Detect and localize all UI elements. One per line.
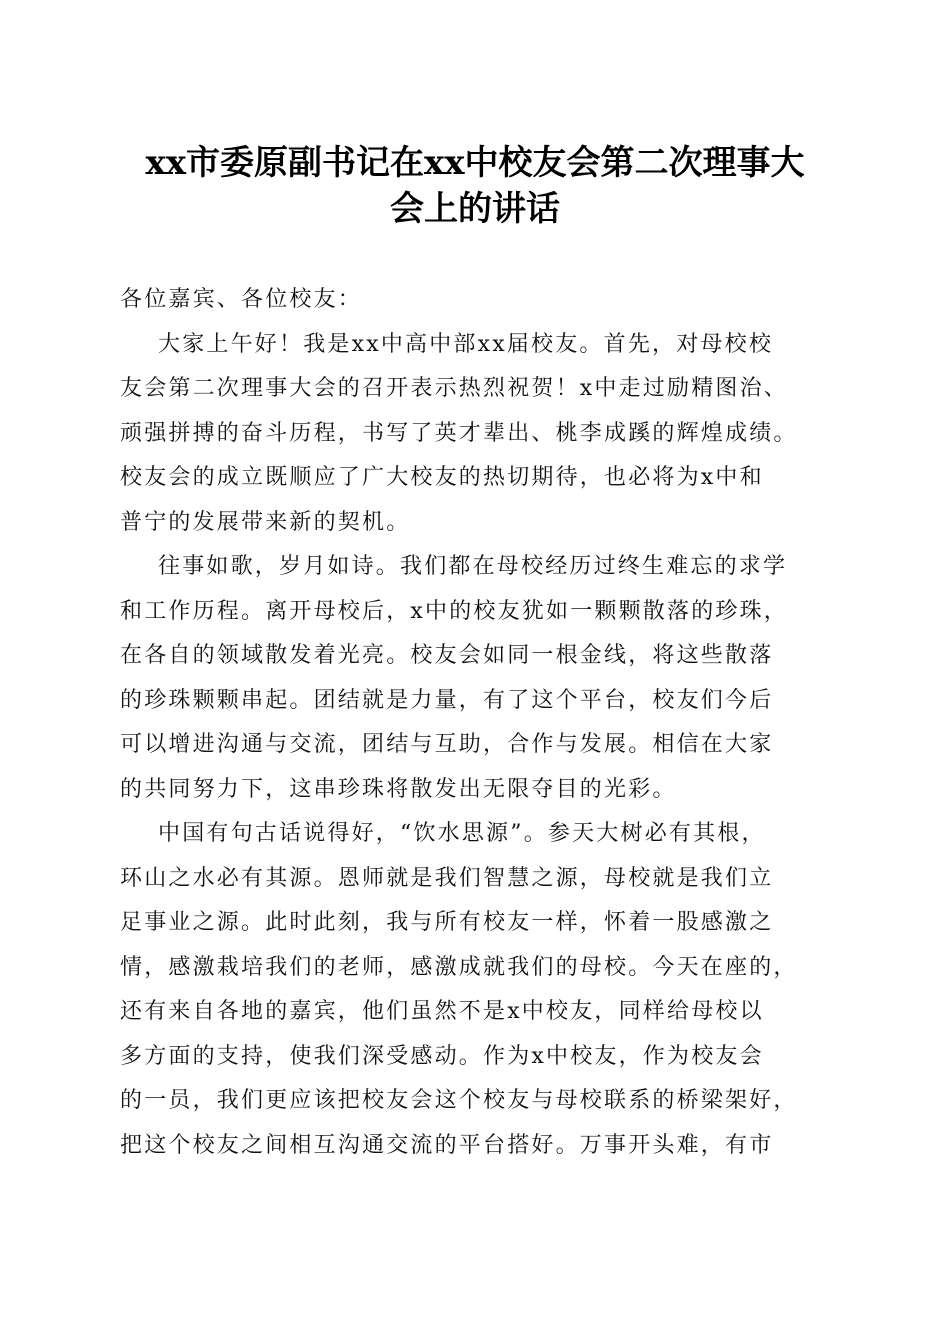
body-line: 可以增进沟通与交流，团结与互助，合作与发展。相信在大家 xyxy=(120,732,774,757)
title-line: 会上的讲话 xyxy=(390,189,560,229)
body-line: 中国有句古话说得好，“饮水思源”。参天大树必有其根， xyxy=(158,821,766,846)
body-line: 的共同努力下，这串珍珠将散发出无限夺目的光彩。 xyxy=(120,776,677,802)
body-line: 足事业之源。此时此刻，我与所有校友一样，怀着一股感激之 xyxy=(120,910,774,935)
body-line: 普宁的发展带来新的契机。 xyxy=(120,509,411,535)
body-line: 大家上午好！我是xx中高中部xx届校友。首先，对母校校 xyxy=(158,331,774,357)
document-title xyxy=(100,140,850,232)
body-line: 还有来自各地的嘉宾，他们虽然不是x中校友，同样给母校以 xyxy=(120,999,764,1024)
body-line: 把这个校友之间相互沟通交流的平台搭好。万事开头难，有市 xyxy=(120,1132,774,1158)
body-line: 情，感激栽培我们的老师，感激成就我们的母校。今天在座的， xyxy=(120,954,798,980)
body-line: 在各自的领域散发着光亮。校友会如同一根金线，将这些散落 xyxy=(120,643,774,668)
body-line: 的珍珠颗颗串起。团结就是力量，有了这个平台，校友们今后 xyxy=(120,687,774,713)
body-line: 的一员，我们更应该把校友会这个校友与母校联系的桥梁架好， xyxy=(120,1088,798,1113)
body-line: 和工作历程。离开母校后，x中的校友犹如一颗颗散落的珍珠， xyxy=(120,598,789,624)
document-body xyxy=(120,278,840,1168)
body-line: 顽强拼搏的奋斗历程，书写了英才辈出、桃李成蹊的辉煌成绩。 xyxy=(120,420,798,446)
body-line: 友会第二次理事大会的召开表示热烈祝贺！x中走过励精图治、 xyxy=(120,376,789,401)
title-line: xx市委原副书记在xx中校友会第二次理事大 xyxy=(145,143,805,183)
body-line: 校友会的成立既顺应了广大校友的热切期待，也必将为x中和 xyxy=(120,465,764,490)
body-line: 往事如歌，岁月如诗。我们都在母校经历过终生难忘的求学 xyxy=(158,554,788,579)
body-line: 多方面的支持，使我们深受感动。作为x中校友，作为校友会 xyxy=(120,1043,764,1069)
salutation-line: 各位嘉宾、各位校友： xyxy=(120,287,363,312)
body-line: 环山之水必有其源。恩师就是我们智慧之源，母校就是我们立 xyxy=(120,865,774,891)
